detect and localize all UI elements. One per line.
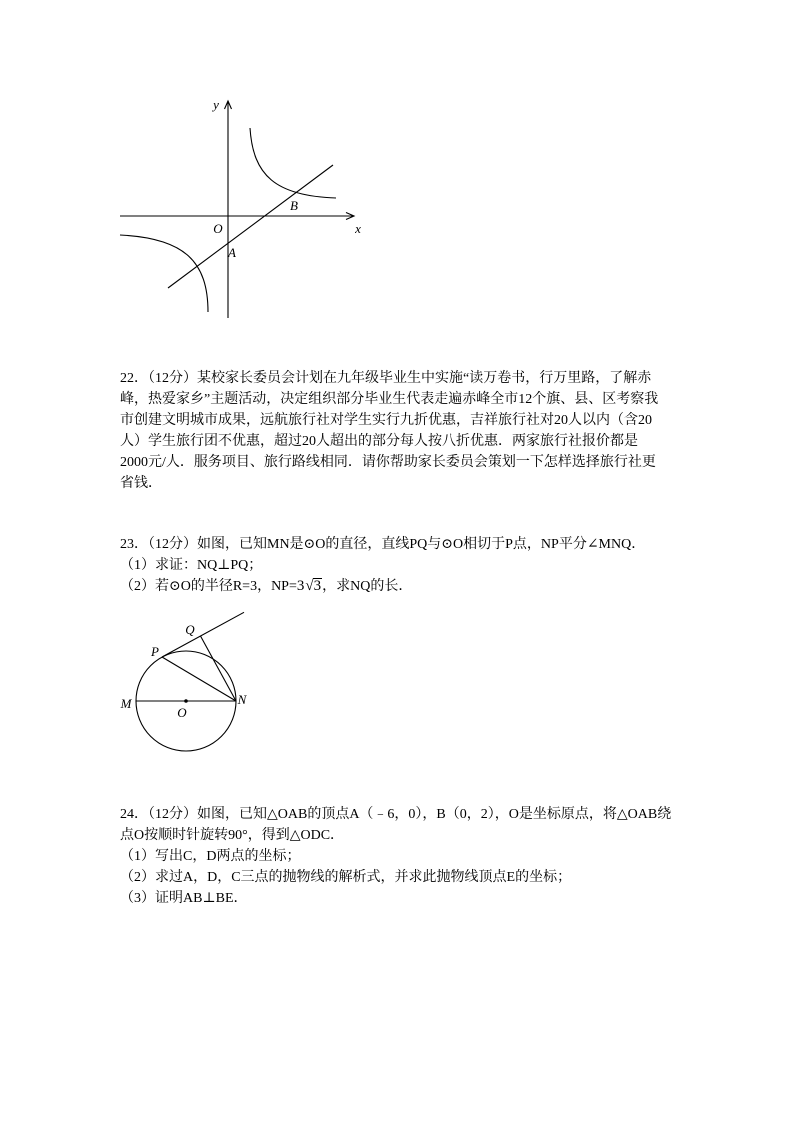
label-n: N bbox=[237, 692, 247, 707]
coordinate-graph-figure bbox=[110, 90, 370, 325]
problem-24-part-1: （1）写出C，D两点的坐标； bbox=[120, 849, 301, 864]
label-origin: O bbox=[213, 221, 223, 236]
problem-22-line-5: 2000元/人．服务项目、旅行路线相同．请你帮助家长委员会策划一下怎样选择旅行社更 bbox=[120, 455, 656, 470]
problem-22-line-4: 人）学生旅行团不优惠，超过20人超出的部分每人按八折优惠．两家旅行社报价都是 bbox=[120, 434, 638, 449]
label-y: y bbox=[213, 97, 219, 112]
segment-qn bbox=[201, 636, 237, 701]
problem-23-line-1: 23．（12分）如图，已知MN是⊙O的直径，直线PQ与⊙O相切于P点，NP平分∠MNQ． bbox=[120, 537, 646, 552]
label-o: O bbox=[177, 705, 187, 720]
problem-23-part-1: （1）求证：NQ⊥PQ； bbox=[120, 558, 263, 573]
label-q: Q bbox=[185, 622, 195, 637]
segment-pn bbox=[162, 657, 236, 701]
hyperbola-branch-third-quadrant bbox=[120, 235, 208, 312]
problem-23-part-2 bbox=[120, 576, 645, 597]
sqrt-coefficient: 3 bbox=[296, 578, 305, 594]
problem-22-line-2: 峰，热爱家乡”主题活动，决定组织部分毕业生代表走遍赤峰全市12个旗、县、区考察我 bbox=[120, 392, 659, 407]
tangent-line-pq bbox=[162, 612, 244, 657]
radical-sign: √ bbox=[305, 578, 314, 594]
part-2-suffix: ，求NQ的长． bbox=[322, 579, 413, 594]
np-value-math bbox=[297, 578, 322, 594]
problem-24 bbox=[120, 804, 671, 909]
problem-23 bbox=[120, 534, 645, 597]
problem-22-line-3: 市创建文明城市成果，远航旅行社对学生实行九折优惠，吉祥旅行社对20人以内（含20 bbox=[120, 413, 652, 428]
problem-22 bbox=[120, 368, 658, 494]
hyperbola-branch-first-quadrant bbox=[250, 128, 336, 198]
label-a: A bbox=[228, 245, 236, 260]
problem-24-part-3: （3）证明AB⊥BE． bbox=[120, 891, 248, 906]
problem-24-line-2: 点O按顺时针旋转90°，得到△ODC． bbox=[120, 828, 345, 843]
problem-22-line-6: 省钱． bbox=[120, 476, 162, 491]
label-b: B bbox=[290, 198, 298, 213]
problem-24-part-2: （2）求过A，D，C三点的抛物线的解析式，并求此抛物线顶点E的坐标； bbox=[120, 870, 572, 885]
label-m: M bbox=[120, 696, 132, 711]
problem-22-line-1: 22．（12分）某校家长委员会计划在九年级毕业生中实施“读万卷书，行万里路，了解赤 bbox=[120, 371, 652, 386]
circle-tangent-figure bbox=[110, 595, 260, 765]
problem-24-line-1: 24．（12分）如图，已知△OAB的顶点A（﹣6，0），B（0，2），O是坐标原点，将△OAB绕 bbox=[120, 807, 672, 822]
line-through-a-b bbox=[168, 165, 333, 288]
label-x: x bbox=[355, 221, 361, 236]
part-2-prefix: （2）若⊙O的半径R=3，NP= bbox=[120, 579, 297, 594]
label-p: P bbox=[151, 644, 159, 659]
center-point-o bbox=[184, 699, 188, 703]
radicand: 3 bbox=[313, 578, 322, 594]
